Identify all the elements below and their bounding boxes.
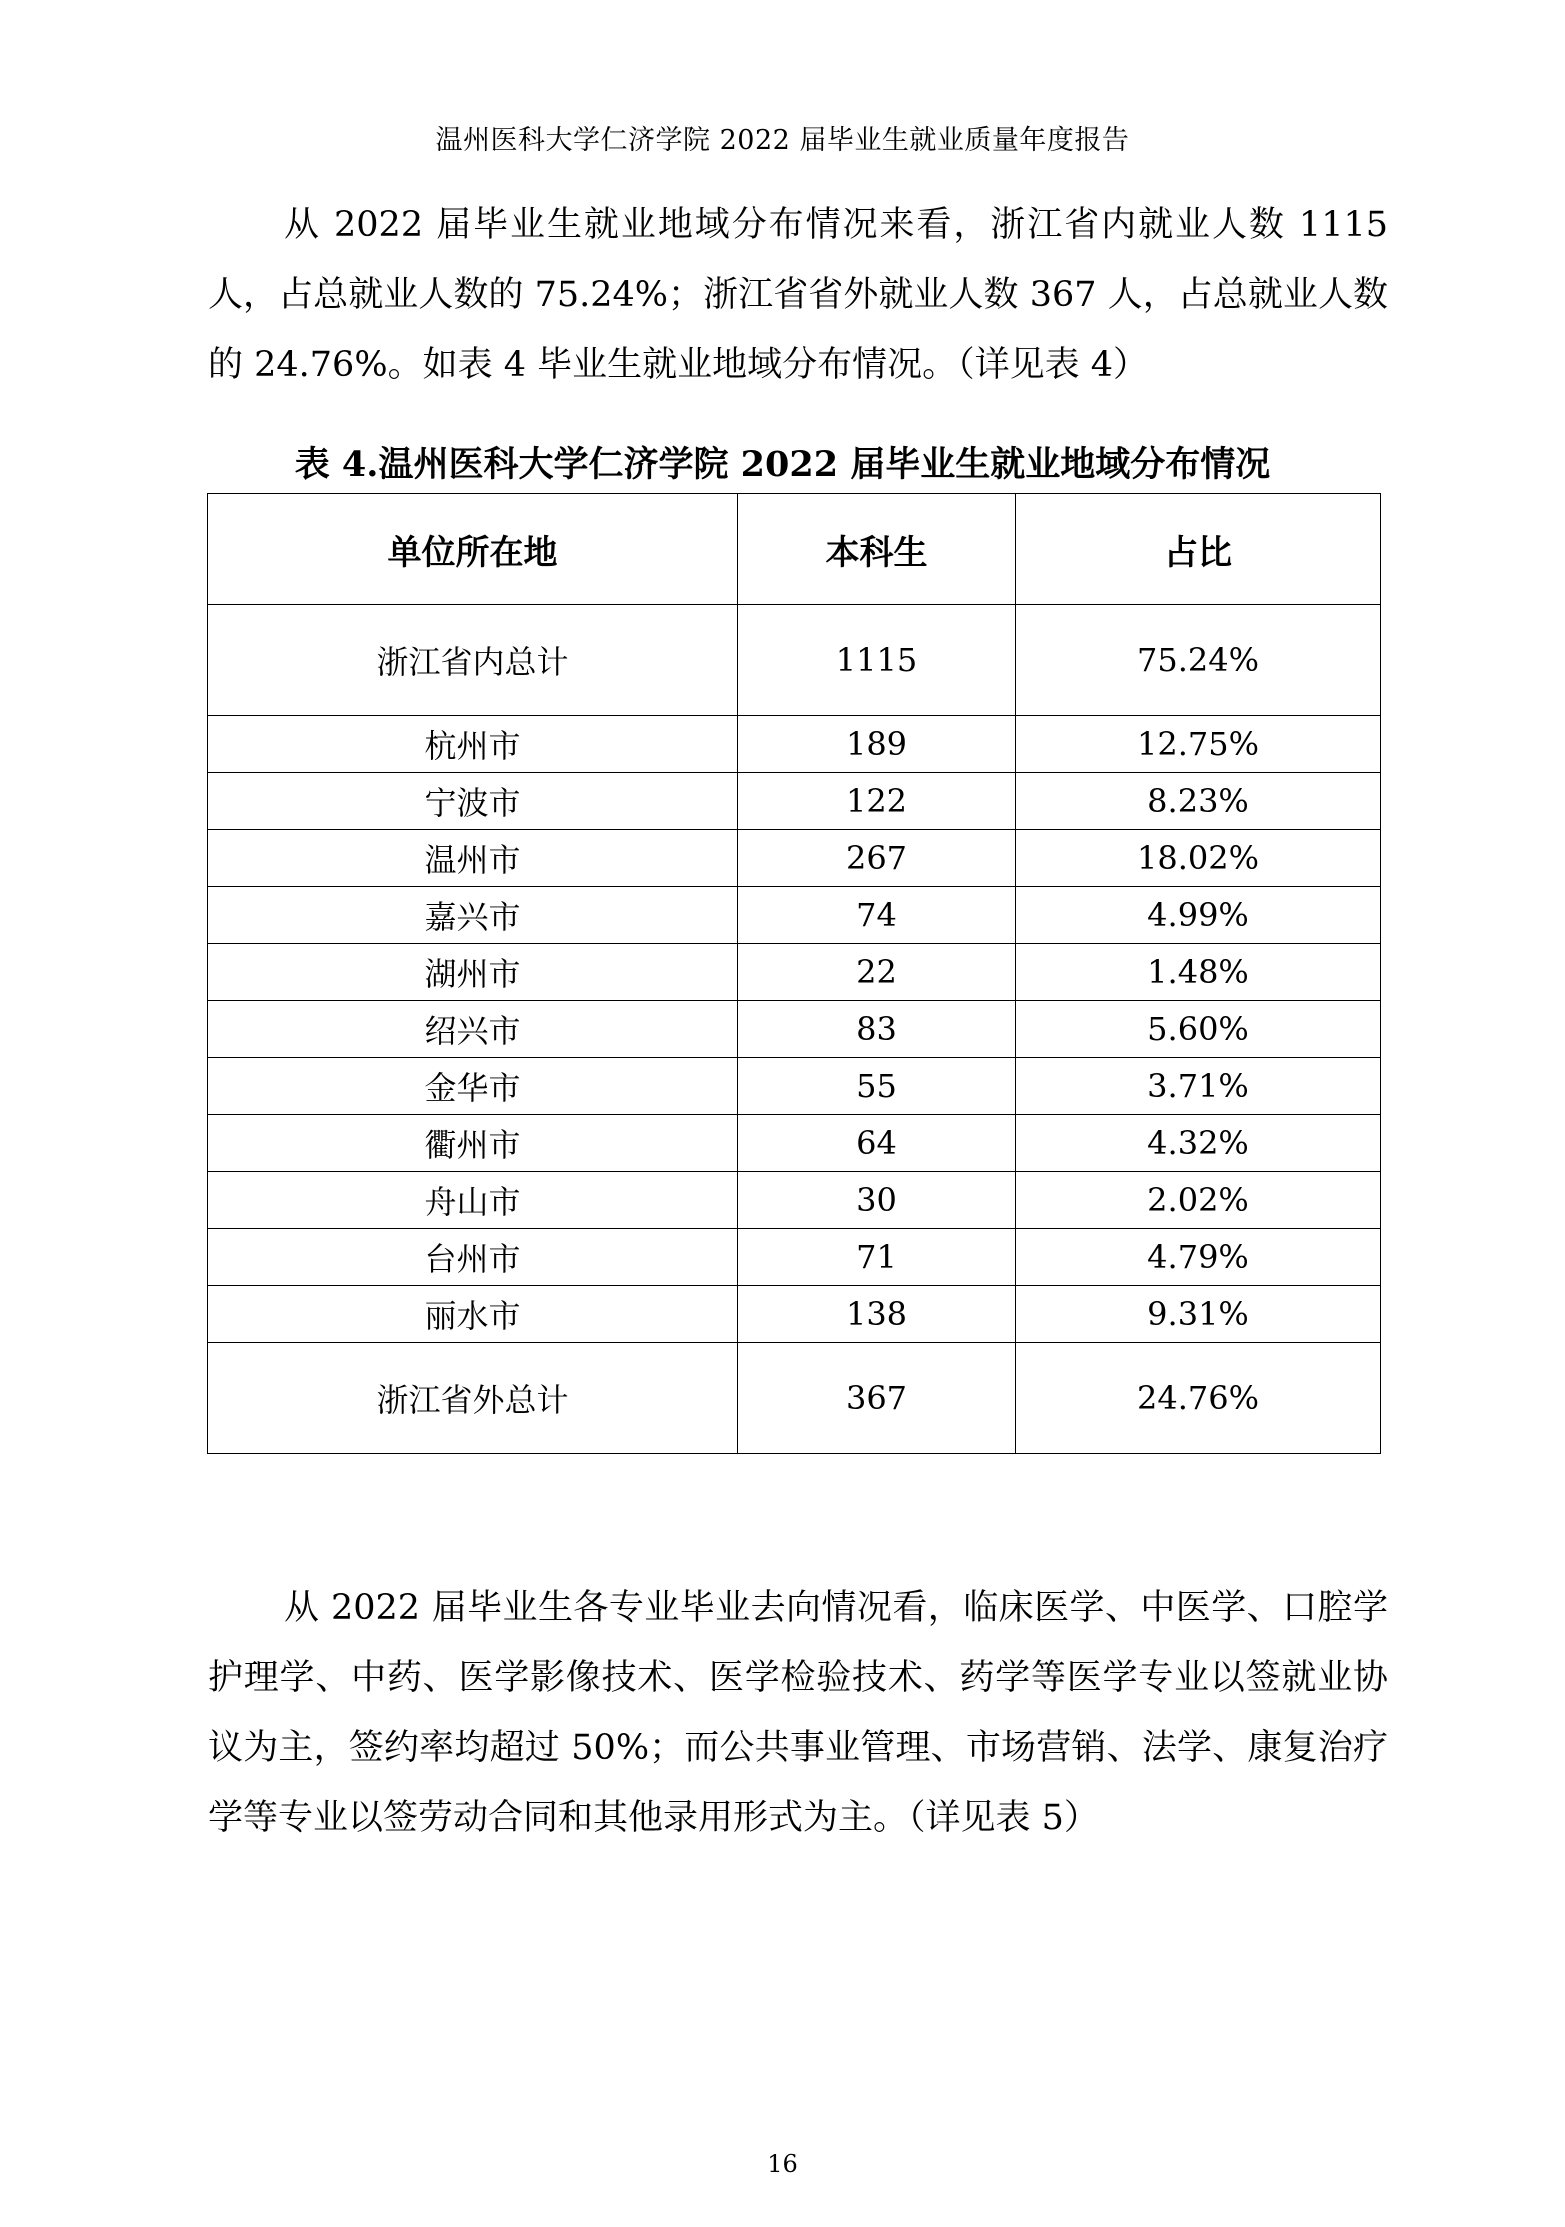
table-row xyxy=(208,830,1381,887)
cell-location: 嘉兴市 xyxy=(208,887,738,944)
table-header-row xyxy=(208,494,1381,605)
cell-percentage: 4.32% xyxy=(1016,1115,1381,1172)
cell-count: 83 xyxy=(738,1001,1016,1058)
cell-location: 浙江省内总计 xyxy=(208,605,738,716)
cell-percentage: 3.71% xyxy=(1016,1058,1381,1115)
cell-location: 丽水市 xyxy=(208,1286,738,1343)
cell-percentage: 4.99% xyxy=(1016,887,1381,944)
table-caption: 表 4.温州医科大学仁济学院 2022 届毕业生就业地域分布情况 xyxy=(294,444,1271,485)
cell-count: 55 xyxy=(738,1058,1016,1115)
cell-percentage: 2.02% xyxy=(1016,1172,1381,1229)
paragraph-regional-distribution: 从 2022 届毕业生就业地域分布情况来看，浙江省内就业人数 1115 人，占总就业人数的 75.24%；浙江省省外就业人数 367 人，占总就业人数的 24.76%。如表 4 毕业生就业地域分布情况。（详见表 4） xyxy=(208,205,1388,385)
header-undergraduates: 本科生 xyxy=(738,494,1016,605)
cell-count: 30 xyxy=(738,1172,1016,1229)
cell-percentage: 24.76% xyxy=(1016,1343,1381,1454)
cell-percentage: 1.48% xyxy=(1016,944,1381,1001)
cell-count: 122 xyxy=(738,773,1016,830)
table-row xyxy=(208,944,1381,1001)
table-row xyxy=(208,773,1381,830)
cell-count: 367 xyxy=(738,1343,1016,1454)
paragraph-major-destinations: 从 2022 届毕业生各专业毕业去向情况看，临床医学、中医学、口腔学护理学、中药、医学影像技术、医学检验技术、药学等医学专业以签就业协议为主，签约率均超过 50%；而公共事业管理、市场营销、法学、康复治疗学等专业以签劳动合同和其他录用形式为主。（详见表 5） xyxy=(208,1588,1388,1838)
cell-location: 浙江省外总计 xyxy=(208,1343,738,1454)
cell-location: 舟山市 xyxy=(208,1172,738,1229)
table-row xyxy=(208,1229,1381,1286)
table-row xyxy=(208,1343,1381,1454)
regional-distribution-table xyxy=(207,493,1381,1454)
cell-percentage: 9.31% xyxy=(1016,1286,1381,1343)
header-location: 单位所在地 xyxy=(208,494,738,605)
cell-location: 金华市 xyxy=(208,1058,738,1115)
cell-percentage: 18.02% xyxy=(1016,830,1381,887)
cell-location: 宁波市 xyxy=(208,773,738,830)
table-row xyxy=(208,1001,1381,1058)
cell-location: 温州市 xyxy=(208,830,738,887)
cell-percentage: 8.23% xyxy=(1016,773,1381,830)
cell-location: 绍兴市 xyxy=(208,1001,738,1058)
cell-location: 衢州市 xyxy=(208,1115,738,1172)
cell-count: 189 xyxy=(738,716,1016,773)
table-row xyxy=(208,1172,1381,1229)
cell-location: 杭州市 xyxy=(208,716,738,773)
cell-location: 湖州市 xyxy=(208,944,738,1001)
cell-percentage: 5.60% xyxy=(1016,1001,1381,1058)
cell-percentage: 4.79% xyxy=(1016,1229,1381,1286)
table-row xyxy=(208,887,1381,944)
table-row xyxy=(208,605,1381,716)
running-header: 温州医科大学仁济学院 2022 届毕业生就业质量年度报告 xyxy=(435,125,1130,156)
table-row xyxy=(208,1286,1381,1343)
cell-count: 22 xyxy=(738,944,1016,1001)
cell-count: 267 xyxy=(738,830,1016,887)
table-row xyxy=(208,1058,1381,1115)
cell-count: 1115 xyxy=(738,605,1016,716)
cell-count: 71 xyxy=(738,1229,1016,1286)
page-number: 16 xyxy=(767,2150,798,2178)
cell-location: 台州市 xyxy=(208,1229,738,1286)
cell-count: 64 xyxy=(738,1115,1016,1172)
header-percentage: 占比 xyxy=(1016,494,1381,605)
cell-count: 74 xyxy=(738,887,1016,944)
table-row xyxy=(208,1115,1381,1172)
cell-percentage: 75.24% xyxy=(1016,605,1381,716)
table-row xyxy=(208,716,1381,773)
cell-percentage: 12.75% xyxy=(1016,716,1381,773)
cell-count: 138 xyxy=(738,1286,1016,1343)
